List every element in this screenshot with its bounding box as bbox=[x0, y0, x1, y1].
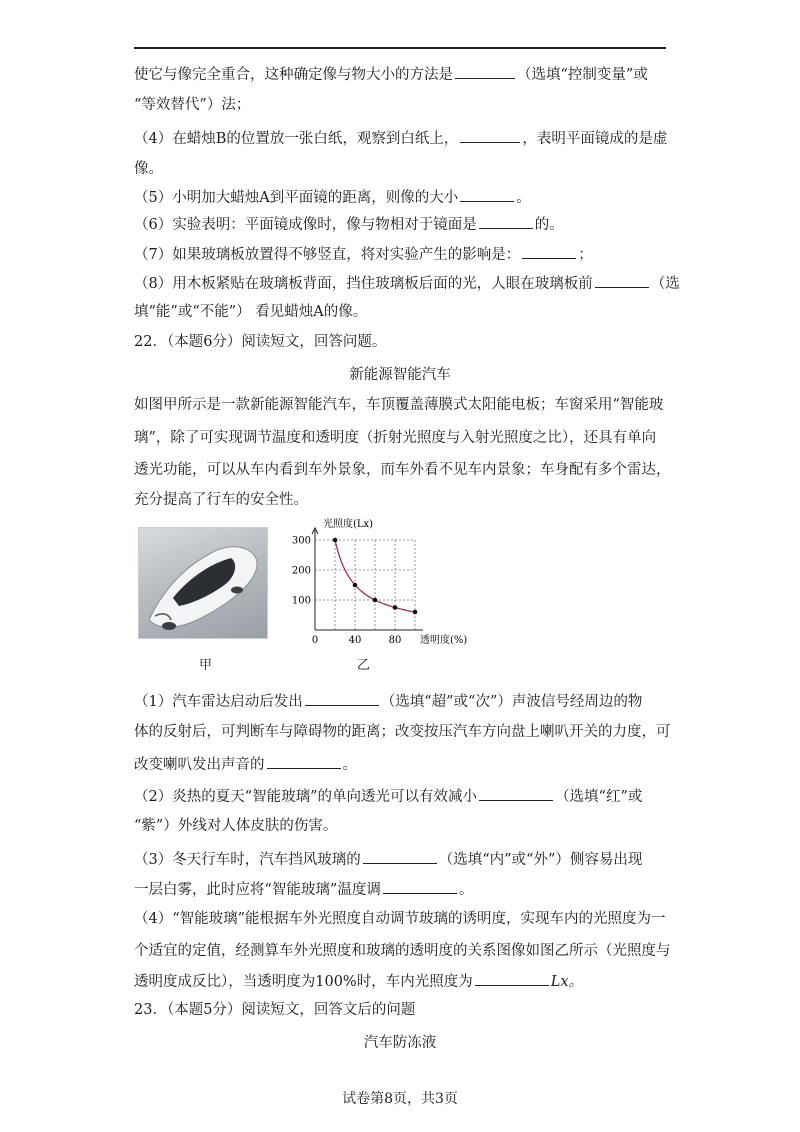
figure-label-left: 甲 bbox=[199, 658, 213, 673]
text-line: 如图甲所示是一款新能源智能汽车，车顶覆盖薄膜式太阳能电板；车窗采用“智能玻 bbox=[134, 397, 664, 413]
answer-blank[interactable] bbox=[363, 848, 437, 864]
top-rule bbox=[134, 47, 666, 49]
text-line: 透明度成反比），当透明度为100%时，车内光照度为 Lx。 bbox=[134, 970, 583, 992]
text-line: 改变喇叭发出声音的 。 bbox=[134, 753, 357, 775]
answer-blank[interactable] bbox=[267, 753, 341, 769]
y-axis-label: 光照度(Lx) bbox=[323, 519, 374, 530]
text-line: 体的反射后，可判断车与障碍物的距离；改变按压汽车方向盘上喇叭开关的力度，可 bbox=[134, 724, 671, 740]
text-line: 填“能”或“不能”） 看见蜡烛A的像。 bbox=[134, 304, 368, 320]
question-heading: 23．（本题5分）阅读短文，回答文后的问题 bbox=[134, 1002, 416, 1018]
data-point bbox=[413, 610, 418, 615]
figure-label-right: 乙 bbox=[357, 658, 371, 673]
text-line: （5）小明加大蜡烛A到平面镜的距离，则像的大小 。 bbox=[134, 186, 531, 208]
text-line: 一层白雾，此时应将“智能玻璃”温度调 。 bbox=[134, 878, 473, 900]
text-line: （8）用木板紧贴在玻璃板背面，挡住玻璃板后面的光，人眼在玻璃板前 （选 bbox=[134, 272, 680, 294]
car-photo bbox=[138, 527, 268, 639]
text-line: 充分提高了行车的安全性。 bbox=[134, 492, 308, 508]
answer-blank[interactable] bbox=[455, 63, 515, 79]
data-point bbox=[373, 598, 378, 603]
answer-blank[interactable] bbox=[475, 970, 549, 986]
data-point bbox=[333, 538, 338, 543]
chart-grid bbox=[315, 540, 415, 630]
x-tick-label: 0 bbox=[311, 635, 319, 646]
text-line: 个适宜的定值，经测算车外光照度和玻璃的透明度的关系图像如图乙所示（光照度与 bbox=[134, 943, 671, 959]
x-tick-label: 40 bbox=[348, 635, 362, 646]
data-point bbox=[393, 605, 398, 610]
text-line: （7）如果玻璃板放置得不够竖直，将对实验产生的影响是： ； bbox=[134, 243, 593, 265]
text-line: （4）“智能玻璃”能根据车外光照度自动调节玻璃的诱明度，实现车内的光照度为一 bbox=[134, 911, 666, 927]
text-line: （2）炎热的夏天“智能玻璃”的单向透光可以有效减小 （选填“红”或 bbox=[134, 785, 642, 807]
text-line: （1）汽车雷达启动后发出 （选填“超”或“次”）声波信号经周边的物 bbox=[134, 690, 642, 712]
text-line: （3）冬天行车时，汽车挡风玻璃的 （选填“内”或“外”）侧容易出现 bbox=[134, 848, 642, 870]
text-line: 璃”，除了可实现调节温度和透明度（折射光照度与入射光照度之比），还具有单向 bbox=[134, 430, 657, 446]
page-footer: 试卷第8页，共3页 bbox=[342, 1091, 458, 1107]
data-point bbox=[353, 583, 358, 588]
answer-blank[interactable] bbox=[479, 785, 553, 801]
answer-blank[interactable] bbox=[460, 127, 520, 143]
answer-blank[interactable] bbox=[305, 690, 379, 706]
answer-blank[interactable] bbox=[383, 878, 457, 894]
answer-blank[interactable] bbox=[595, 272, 649, 288]
y-tick-label: 100 bbox=[291, 595, 311, 607]
x-axis-label: 透明度(%) bbox=[420, 635, 468, 646]
question-heading: 22．（本题6分）阅读短文，回答问题。 bbox=[134, 334, 387, 350]
illuminance-chart bbox=[290, 515, 470, 650]
text-line: （4）在蜡烛B的位置放一张白纸，观察到白纸上， ，表明平面镜成的是虚 bbox=[134, 127, 667, 149]
text-line: 使它与像完全重合，这种确定像与物大小的方法是 （选填“控制变量”或 bbox=[134, 63, 648, 85]
text-line: “等效替代”）法； bbox=[134, 97, 251, 113]
article-title: 汽车防冻液 bbox=[363, 1035, 437, 1051]
y-tick-label: 200 bbox=[291, 565, 311, 577]
y-tick-label: 300 bbox=[291, 535, 311, 547]
text-line: 像。 bbox=[134, 161, 163, 177]
chart-axes bbox=[312, 528, 423, 630]
chart-labels bbox=[292, 517, 467, 646]
text-line: 透光功能，可以从车内看到车外景象，而车外看不见车内景象；车身配有多个雷达， bbox=[134, 462, 671, 478]
answer-blank[interactable] bbox=[460, 186, 514, 202]
text-line: “紫”）外线对人体皮肤的伤害。 bbox=[134, 818, 338, 834]
answer-blank[interactable] bbox=[479, 213, 533, 229]
answer-blank[interactable] bbox=[522, 243, 576, 259]
x-tick-label: 80 bbox=[388, 635, 402, 646]
text-line: （6）实验表明：平面镜成像时，像与物相对于镜面是 的。 bbox=[134, 213, 564, 235]
article-title: 新能源智能汽车 bbox=[349, 367, 451, 383]
